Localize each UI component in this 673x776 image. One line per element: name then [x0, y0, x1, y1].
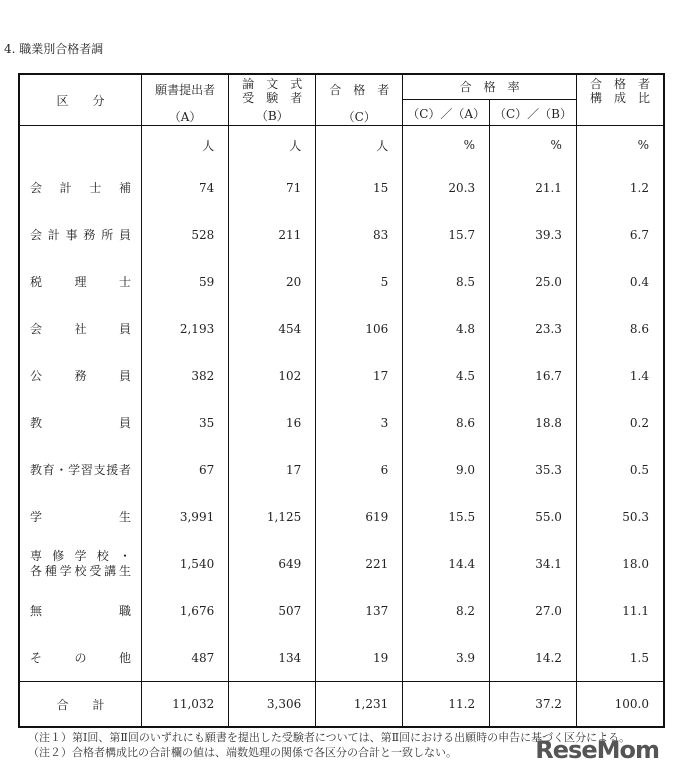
table-row	[19, 634, 664, 682]
label-line: 専修学校・	[30, 548, 131, 563]
cell-cb: 25.0	[490, 258, 577, 305]
cell-cb: 18.8	[490, 399, 577, 446]
cell-a: 74	[142, 164, 229, 211]
units-row	[19, 126, 664, 165]
cell-a: 1,676	[142, 587, 229, 634]
resemom-logo: ReseMom	[535, 736, 659, 764]
cell-b: 20	[229, 258, 316, 305]
cell-label: 公務員	[19, 352, 142, 399]
unit: 人	[229, 126, 316, 165]
total-row	[19, 682, 664, 728]
header-applicants-sub: （A）	[168, 110, 202, 124]
cell-label: 教員	[19, 399, 142, 446]
cell-b: 16	[229, 399, 316, 446]
cell-comp: 0.5	[576, 446, 664, 493]
cell-c: 619	[316, 493, 403, 540]
table-row	[19, 211, 664, 258]
cell-ca: 15.7	[403, 211, 490, 258]
total-b: 3,306	[229, 682, 316, 728]
cell-cb: 16.7	[490, 352, 577, 399]
cell-c: 83	[316, 211, 403, 258]
cell-cb: 23.3	[490, 305, 577, 352]
cell-ca: 8.5	[403, 258, 490, 305]
cell-ca: 3.9	[403, 634, 490, 682]
unit: %	[576, 126, 664, 165]
cell-cb: 34.1	[490, 540, 577, 587]
cell-label: 教育・学習支援者	[19, 446, 142, 493]
cell-b: 507	[229, 587, 316, 634]
cell-b: 649	[229, 540, 316, 587]
cell-ca: 15.5	[403, 493, 490, 540]
table-row	[19, 540, 664, 587]
cell-a: 382	[142, 352, 229, 399]
cell-comp: 8.6	[576, 305, 664, 352]
cell-ca: 9.0	[403, 446, 490, 493]
header-essay-examinees	[229, 74, 316, 126]
cell-a: 59	[142, 258, 229, 305]
header-rate-cb: （C）／（B）	[490, 99, 577, 125]
cell-a: 1,540	[142, 540, 229, 587]
cell-c: 17	[316, 352, 403, 399]
table-row	[19, 164, 664, 211]
header-passers	[316, 74, 403, 126]
cell-a: 528	[142, 211, 229, 258]
cell-c: 106	[316, 305, 403, 352]
cell-comp: 11.1	[576, 587, 664, 634]
unit: 人	[142, 126, 229, 165]
cell-a: 35	[142, 399, 229, 446]
cell-c: 19	[316, 634, 403, 682]
cell-label: 学生	[19, 493, 142, 540]
table-row	[19, 493, 664, 540]
cell-ca: 8.2	[403, 587, 490, 634]
cell-comp: 0.4	[576, 258, 664, 305]
cell-cb: 14.2	[490, 634, 577, 682]
cell-ca: 14.4	[403, 540, 490, 587]
cell-comp: 0.2	[576, 399, 664, 446]
header-category: 区 分	[19, 74, 142, 126]
total-ca: 11.2	[403, 682, 490, 728]
cell-c: 3	[316, 399, 403, 446]
total-c: 1,231	[316, 682, 403, 728]
header-rate-ca: （C）／（A）	[403, 99, 490, 125]
cell-cb: 21.1	[490, 164, 577, 211]
header-applicants-label: 願書提出者	[155, 83, 216, 97]
note-1: （注１）第Ⅰ回、第Ⅱ回のいずれにも願書を提出した受験者については、第Ⅱ回における出願時の申告に基づく区分による。	[28, 731, 631, 744]
header-essay-line2: 受 験 者	[242, 91, 303, 105]
table-row	[19, 446, 664, 493]
cell-label	[19, 540, 142, 587]
header-pass-rate: 合 格 率	[403, 74, 577, 99]
header-essay-line1: 論 文 式	[242, 77, 303, 91]
note-2: （注２）合格者構成比の合計欄の値は、端数処理の関係で各区分の合計と一致しない。	[28, 746, 457, 759]
header-comp-line2: 構 成 比	[589, 91, 650, 105]
cell-c: 221	[316, 540, 403, 587]
cell-b: 134	[229, 634, 316, 682]
total-label: 合 計	[19, 682, 142, 728]
cell-c: 15	[316, 164, 403, 211]
total-comp: 100.0	[576, 682, 664, 728]
cell-cb: 55.0	[490, 493, 577, 540]
header-essay-sub: （B）	[255, 109, 289, 123]
cell-label: 税理士	[19, 258, 142, 305]
table-row	[19, 587, 664, 634]
cell-comp: 1.5	[576, 634, 664, 682]
cell-label: 会社員	[19, 305, 142, 352]
cell-cb: 39.3	[490, 211, 577, 258]
cell-label: 会計士補	[19, 164, 142, 211]
pass-by-occupation-table	[18, 73, 665, 728]
header-passers-label: 合 格 者	[329, 83, 390, 97]
cell-b: 71	[229, 164, 316, 211]
header-applicants	[142, 74, 229, 126]
cell-ca: 8.6	[403, 399, 490, 446]
cell-comp: 6.7	[576, 211, 664, 258]
table-row	[19, 399, 664, 446]
cell-c: 137	[316, 587, 403, 634]
cell-comp: 18.0	[576, 540, 664, 587]
cell-comp: 1.2	[576, 164, 664, 211]
cell-c: 5	[316, 258, 403, 305]
table-row	[19, 305, 664, 352]
header-comp-line1: 合 格 者	[589, 77, 650, 91]
label-line: 各種学校受講生	[30, 563, 131, 578]
cell-ca: 4.5	[403, 352, 490, 399]
cell-label: 会計事務所員	[19, 211, 142, 258]
cell-ca: 20.3	[403, 164, 490, 211]
table-row	[19, 258, 664, 305]
cell-cb: 35.3	[490, 446, 577, 493]
cell-label: その他	[19, 634, 142, 682]
cell-c: 6	[316, 446, 403, 493]
cell-a: 2,193	[142, 305, 229, 352]
cell-ca: 4.8	[403, 305, 490, 352]
cell-b: 1,125	[229, 493, 316, 540]
cell-comp: 1.4	[576, 352, 664, 399]
cell-b: 17	[229, 446, 316, 493]
cell-a: 487	[142, 634, 229, 682]
cell-label: 無職	[19, 587, 142, 634]
cell-b: 454	[229, 305, 316, 352]
unit: %	[403, 126, 490, 165]
total-a: 11,032	[142, 682, 229, 728]
cell-b: 102	[229, 352, 316, 399]
cell-cb: 27.0	[490, 587, 577, 634]
total-cb: 37.2	[490, 682, 577, 728]
table-row	[19, 352, 664, 399]
unit: 人	[316, 126, 403, 165]
cell-a: 67	[142, 446, 229, 493]
cell-a: 3,991	[142, 493, 229, 540]
header-composition	[576, 74, 664, 126]
cell-b: 211	[229, 211, 316, 258]
header-passers-sub: （C）	[342, 110, 376, 124]
section-title: 4. 職業別合格者調	[4, 42, 104, 56]
cell-comp: 50.3	[576, 493, 664, 540]
unit: %	[490, 126, 577, 165]
